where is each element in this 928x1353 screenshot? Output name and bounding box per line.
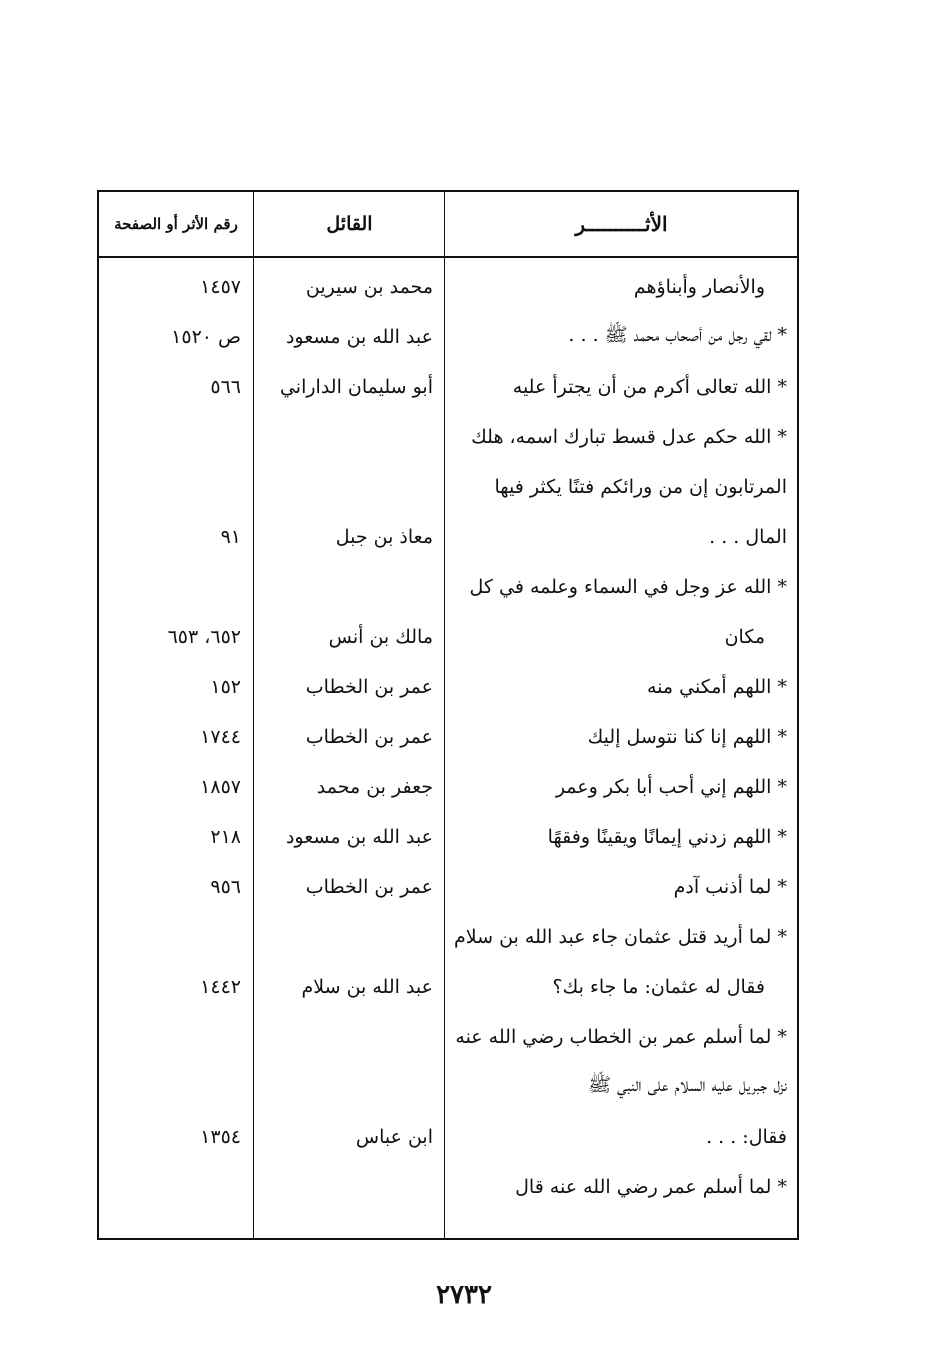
qaail-name: عبد الله بن مسعود: [285, 826, 433, 848]
athar-reference-number: ٢١٨: [210, 826, 241, 848]
athar-reference-number: ٥٦٦: [210, 376, 241, 398]
qaail-name: [261, 1062, 433, 1112]
qaail-name: محمد بن سيرين: [305, 276, 433, 298]
table-row: [99, 662, 797, 712]
athar-text: مكان: [724, 626, 765, 648]
table-row: [99, 1162, 797, 1212]
athar-reference-number: ١٥٢: [210, 676, 241, 698]
qaail-name: [261, 1012, 433, 1062]
athar-text: المال . . .: [709, 526, 787, 548]
header-qaail: القائل: [326, 213, 373, 235]
athar-reference-number: ١٣٥٤: [200, 1126, 241, 1148]
table-row: [99, 362, 797, 412]
athar-reference-number: [101, 1062, 241, 1112]
table-row: [99, 512, 797, 562]
qaail-name: [261, 562, 433, 612]
header-athar: الأثــــــــــر: [575, 212, 668, 236]
athar-reference-number: ٩٥٦: [210, 876, 241, 898]
table-row: [99, 612, 797, 662]
athar-reference-number: [101, 1162, 241, 1212]
table-row: [99, 912, 797, 962]
athar-text: والأنصار وأبناؤهم: [633, 276, 765, 298]
table-row: [99, 1062, 797, 1112]
table-row: [99, 562, 797, 612]
athar-text: * الله عز وجل في السماء وعلمه في كل: [469, 576, 787, 598]
athar-text: * اللهم إنا كنا نتوسل إليك: [587, 726, 787, 748]
athar-text: * اللهم إني أحب أبا بكر وعمر: [555, 776, 787, 798]
table-row: [99, 262, 797, 312]
table-row: [99, 1112, 797, 1162]
qaail-name: [261, 912, 433, 962]
table-row: [99, 462, 797, 512]
athar-text: * اللهم أمكني منه: [647, 676, 787, 698]
qaail-name: عمر بن الخطاب: [305, 676, 433, 698]
athar-reference-number: [101, 412, 241, 462]
qaail-name: عبد الله بن مسعود: [285, 326, 433, 348]
athar-text: المرتابون إن من ورائكم فتنًا يكثر فيها: [494, 476, 787, 498]
table-row: [99, 862, 797, 912]
athar-text: * لما أذنب آدم: [673, 876, 787, 898]
qaail-name: مالك بن أنس: [328, 626, 433, 648]
athar-text: فقال له عثمان: ما جاء بك؟: [552, 976, 765, 998]
athar-reference-number: [101, 1012, 241, 1062]
table-body: [99, 258, 797, 1238]
athar-reference-number: ١٤٥٧: [200, 276, 241, 298]
qaail-name: معاذ بن جبل: [335, 526, 433, 548]
qaail-name: عبد الله بن سلام: [301, 976, 433, 998]
table-row: [99, 412, 797, 462]
athar-reference-number: ص ١٥٢٠: [171, 326, 241, 348]
athar-text: * لما أسلم عمر رضي الله عنه قال: [515, 1176, 787, 1198]
athar-text: فقال: . . .: [706, 1126, 787, 1148]
athar-text: * الله تعالى أكرم من أن يجترأ عليه: [512, 376, 787, 398]
table-row: [99, 312, 797, 362]
athar-text: نزل جبريل عليه السلام على النبي ﷺ: [588, 1074, 787, 1096]
table-row: [99, 812, 797, 862]
table-row: [99, 1012, 797, 1062]
athar-reference-number: [101, 462, 241, 512]
qaail-name: أبو سليمان الداراني: [279, 376, 433, 398]
athar-text: * لما أريد قتل عثمان جاء عبد الله بن سلام: [454, 926, 787, 948]
table-row: [99, 712, 797, 762]
qaail-name: عمر بن الخطاب: [305, 876, 433, 898]
athar-text: * الله حكم عدل قسط تبارك اسمه، هلك: [471, 426, 787, 448]
qaail-name: [261, 412, 433, 462]
header-ref: رقم الأثر أو الصفحة: [114, 215, 238, 233]
athar-text: * لما أسلم عمر بن الخطاب رضي الله عنه: [455, 1026, 787, 1048]
table-row: [99, 762, 797, 812]
qaail-name: جعفر بن محمد: [316, 776, 433, 798]
qaail-name: عمر بن الخطاب: [305, 726, 433, 748]
athar-reference-number: ١٤٤٢: [200, 976, 241, 998]
athar-index-table: [97, 190, 799, 1240]
athar-reference-number: ٩١: [220, 526, 241, 548]
athar-reference-number: ١٨٥٧: [200, 776, 241, 798]
athar-text: * اللهم زدني إيمانًا ويقينًا وفقهًا: [547, 826, 787, 848]
athar-reference-number: [101, 562, 241, 612]
athar-reference-number: ١٧٤٤: [200, 726, 241, 748]
qaail-name: [261, 1162, 433, 1212]
athar-reference-number: ٦٥٢، ٦٥٣: [167, 626, 241, 648]
athar-text: * لقي رجل من أصحاب محمد ﷺ . . .: [568, 324, 787, 346]
page-number: ٢٧٣٢: [436, 1280, 492, 1310]
qaail-name: ابن عباس: [355, 1126, 433, 1148]
qaail-name: [261, 462, 433, 512]
table-row: [99, 962, 797, 1012]
athar-reference-number: [101, 912, 241, 962]
